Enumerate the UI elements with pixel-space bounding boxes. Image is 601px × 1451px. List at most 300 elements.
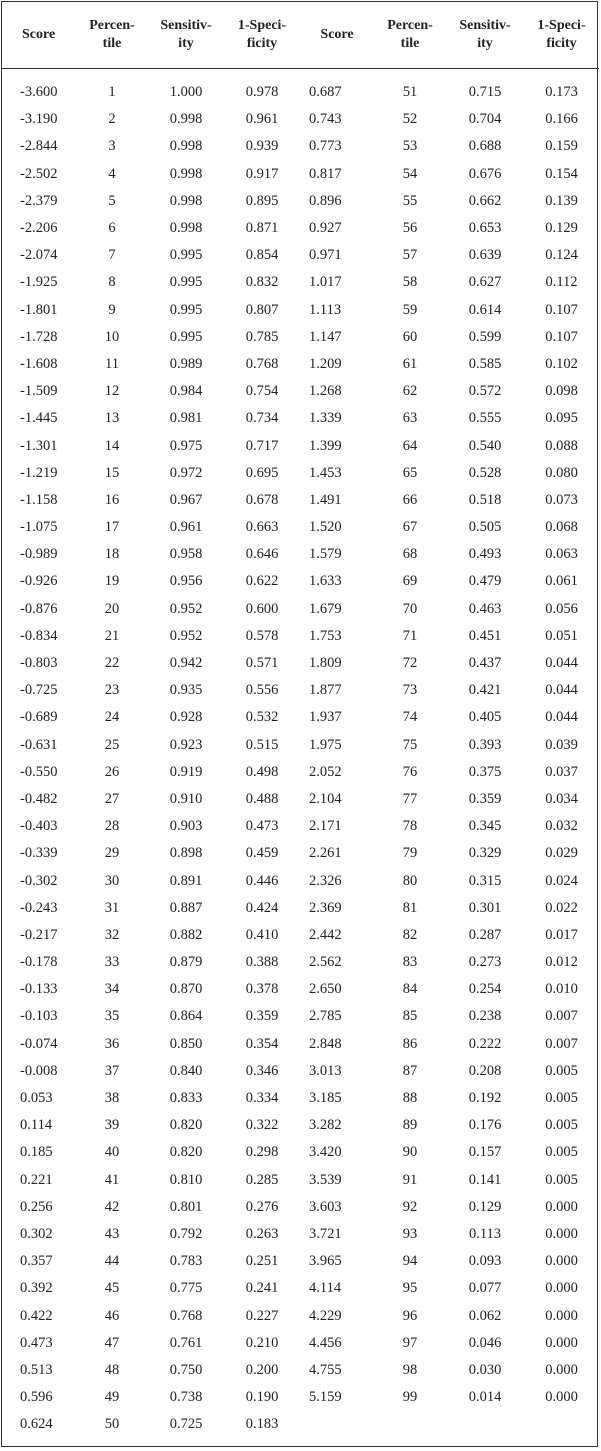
cell-percentile-2: 80 (402, 872, 418, 889)
cell-percentile-2: 91 (402, 1171, 418, 1188)
cell-one-minus-specificity: 0.622 (245, 573, 279, 590)
cell-score-2: 1.679 (309, 600, 342, 617)
cell-score: -0.008 (20, 1062, 58, 1079)
cell-score-2: 4.755 (309, 1361, 342, 1378)
cell-sensitivity-2: 0.528 (468, 464, 502, 481)
cell-score: 0.256 (20, 1198, 53, 1215)
cell-one-minus-specificity: 0.663 (245, 519, 279, 536)
cell-one-minus-specificity: 0.939 (245, 138, 279, 155)
header-line: 1-Speci- (537, 18, 586, 33)
cell-sensitivity-2: 0.599 (468, 328, 502, 345)
cell-percentile: 4 (108, 165, 116, 182)
cell-score-2: 1.147 (309, 328, 342, 345)
table-row (2, 1058, 599, 1085)
cell-percentile: 16 (104, 491, 120, 508)
table-row (2, 1248, 599, 1275)
spacer-cell (2, 69, 599, 80)
cell-one-minus-specificity: 0.263 (245, 1225, 279, 1242)
cell-one-minus-specificity-2: 0.061 (545, 573, 578, 590)
cell-sensitivity: 0.833 (169, 1090, 203, 1107)
cell-sensitivity: 0.750 (169, 1361, 203, 1378)
cell-sensitivity-2: 0.375 (468, 763, 502, 780)
cell-one-minus-specificity-2: 0.032 (545, 818, 578, 835)
cell-sensitivity-2: 0.518 (468, 491, 502, 508)
cell-sensitivity: 0.928 (169, 709, 203, 726)
cell-score: -0.103 (20, 1008, 58, 1025)
cell-one-minus-specificity-2: 0.159 (545, 138, 578, 155)
header-line: Sensitiv- (160, 18, 212, 33)
cell-score: -2.074 (20, 247, 58, 264)
cell-sensitivity: 0.864 (169, 1008, 203, 1025)
table-row (2, 976, 599, 1003)
table-row (2, 1411, 599, 1438)
cell-score-2: 1.877 (309, 682, 342, 699)
cell-score: 0.473 (20, 1334, 53, 1351)
cell-percentile-2: 94 (402, 1253, 418, 1270)
cell-sensitivity-2: 0.345 (468, 818, 502, 835)
cell-one-minus-specificity-2: 0.005 (545, 1171, 578, 1188)
cell-sensitivity-2: 0.614 (468, 301, 502, 318)
cell-percentile: 31 (104, 899, 120, 916)
cell-sensitivity: 0.952 (169, 627, 203, 644)
column-header-percentile (76, 2, 148, 69)
cell-sensitivity: 0.995 (169, 301, 203, 318)
cell-one-minus-specificity: 0.388 (245, 954, 279, 971)
table-row (2, 677, 599, 704)
cell-one-minus-specificity: 0.917 (245, 165, 279, 182)
cell-one-minus-specificity-2: 0.139 (545, 192, 578, 209)
cell-score: -2.844 (20, 138, 58, 155)
cell-score: 0.185 (20, 1144, 53, 1161)
table-row (2, 297, 599, 324)
cell-percentile: 42 (104, 1198, 120, 1215)
cell-sensitivity: 0.898 (169, 845, 203, 862)
column-header-one-minus-specificity-2 (524, 2, 599, 69)
cell-score: -2.379 (20, 192, 58, 209)
cell-percentile-2: 51 (402, 84, 418, 101)
table-row (2, 949, 599, 976)
cell-score: 0.624 (20, 1416, 53, 1433)
cell-percentile: 34 (104, 981, 120, 998)
cell-sensitivity: 0.768 (169, 1307, 203, 1324)
cell-score-2: 0.687 (309, 84, 342, 101)
cell-percentile-2: 68 (402, 546, 418, 563)
cell-one-minus-specificity: 0.895 (245, 192, 279, 209)
table-row (2, 79, 599, 106)
cell-sensitivity: 0.903 (169, 818, 203, 835)
cell-percentile-2: 97 (402, 1334, 418, 1351)
cell-percentile-2: 88 (402, 1090, 418, 1107)
cell-score-2: 3.965 (309, 1253, 342, 1270)
cell-percentile: 48 (104, 1361, 120, 1378)
cell-percentile-2: 86 (402, 1035, 418, 1052)
table-row (2, 1302, 599, 1329)
cell-sensitivity: 0.998 (169, 111, 203, 128)
cell-score: 0.596 (20, 1389, 53, 1406)
cell-percentile-2: 89 (402, 1117, 418, 1134)
cell-score: 0.053 (20, 1090, 53, 1107)
cell-score: -2.206 (20, 220, 58, 237)
cell-percentile-2: 72 (402, 655, 418, 672)
cell-score-2: 5.159 (309, 1389, 342, 1406)
cell-one-minus-specificity: 0.241 (245, 1280, 279, 1297)
cell-percentile-2: 63 (402, 410, 418, 427)
cell-sensitivity: 0.967 (169, 491, 203, 508)
cell-sensitivity-2: 0.639 (468, 247, 502, 264)
cell-sensitivity-2: 0.572 (468, 383, 502, 400)
cell-one-minus-specificity: 0.210 (245, 1334, 279, 1351)
cell-sensitivity-2: 0.662 (468, 192, 502, 209)
cell-sensitivity-2: 0.030 (468, 1361, 502, 1378)
cell-sensitivity-2: 0.676 (468, 165, 502, 182)
cell-score: -1.158 (20, 491, 58, 508)
column-header-sensitivity (148, 2, 224, 69)
cell-one-minus-specificity: 0.978 (245, 84, 279, 101)
cell-score: -0.876 (20, 600, 58, 617)
table-row (2, 106, 599, 133)
cell-score-2: 2.562 (309, 954, 342, 971)
cell-percentile: 41 (104, 1171, 120, 1188)
cell-score-2: 1.579 (309, 546, 342, 563)
header-line: Sensitiv- (459, 18, 511, 33)
cell-percentile: 24 (104, 709, 120, 726)
cell-percentile: 22 (104, 655, 120, 672)
cell-score-2: 1.399 (309, 437, 342, 454)
cell-score-2: 2.650 (309, 981, 342, 998)
cell-score-2: 0.817 (309, 165, 342, 182)
cell-percentile: 33 (104, 954, 120, 971)
cell-one-minus-specificity-2: 0.000 (545, 1253, 578, 1270)
cell-sensitivity: 0.840 (169, 1062, 203, 1079)
cell-sensitivity-2: 0.046 (468, 1334, 502, 1351)
cell-percentile-2: 98 (402, 1361, 418, 1378)
cell-sensitivity: 0.984 (169, 383, 203, 400)
cell-percentile: 14 (104, 437, 120, 454)
cell-sensitivity-2: 0.479 (468, 573, 502, 590)
cell-one-minus-specificity: 0.678 (245, 491, 279, 508)
cell-score: -1.301 (20, 437, 58, 454)
cell-percentile-2: 71 (402, 627, 418, 644)
cell-percentile-2 (374, 1411, 446, 1438)
cell-percentile: 30 (104, 872, 120, 889)
cell-percentile-2: 55 (402, 192, 418, 209)
cell-sensitivity: 0.879 (169, 954, 203, 971)
cell-sensitivity: 0.995 (169, 274, 203, 291)
cell-percentile-2: 73 (402, 682, 418, 699)
table-row (2, 188, 599, 215)
cell-one-minus-specificity-2: 0.044 (545, 709, 578, 726)
cell-score-2: 1.491 (309, 491, 342, 508)
cell-score: -0.178 (20, 954, 58, 971)
cell-one-minus-specificity: 0.515 (245, 736, 279, 753)
cell-one-minus-specificity: 0.571 (245, 655, 279, 672)
cell-percentile: 36 (104, 1035, 120, 1052)
cell-percentile: 23 (104, 682, 120, 699)
cell-percentile-2: 58 (402, 274, 418, 291)
table-row (2, 1384, 599, 1411)
cell-score: -0.339 (20, 845, 58, 862)
cell-sensitivity-2: 0.493 (468, 546, 502, 563)
cell-sensitivity-2: 0.451 (468, 627, 502, 644)
cell-score: -0.243 (20, 899, 58, 916)
cell-percentile-2: 99 (402, 1389, 418, 1406)
cell-one-minus-specificity-2: 0.095 (545, 410, 578, 427)
table-row (2, 324, 599, 351)
cell-score-2: 3.013 (309, 1062, 342, 1079)
cell-sensitivity-2: 0.329 (468, 845, 502, 862)
cell-percentile: 45 (104, 1280, 120, 1297)
cell-one-minus-specificity: 0.695 (245, 464, 279, 481)
cell-one-minus-specificity: 0.754 (245, 383, 279, 400)
cell-percentile: 8 (108, 274, 116, 291)
table-row (2, 1194, 599, 1221)
cell-sensitivity: 0.919 (169, 763, 203, 780)
cell-score: -3.600 (20, 84, 58, 101)
table-row (2, 650, 599, 677)
cell-one-minus-specificity-2: 0.005 (545, 1117, 578, 1134)
cell-score: 0.357 (20, 1253, 53, 1270)
cell-sensitivity-2: 0.653 (468, 220, 502, 237)
cell-percentile-2: 53 (402, 138, 418, 155)
cell-one-minus-specificity-2: 0.039 (545, 736, 578, 753)
cell-score-2: 2.052 (309, 763, 342, 780)
table-row (2, 1003, 599, 1030)
cell-sensitivity-2: 0.254 (468, 981, 502, 998)
cell-score: 0.513 (20, 1361, 53, 1378)
table-row (2, 405, 599, 432)
cell-one-minus-specificity: 0.183 (245, 1416, 279, 1433)
cell-sensitivity-2: 0.273 (468, 954, 502, 971)
cell-sensitivity-2: 0.555 (468, 410, 502, 427)
cell-percentile: 40 (104, 1144, 120, 1161)
cell-one-minus-specificity-2: 0.129 (545, 220, 578, 237)
header-line: Percen- (387, 18, 433, 33)
cell-percentile-2: 61 (402, 355, 418, 372)
cell-percentile: 29 (104, 845, 120, 862)
cell-percentile-2: 64 (402, 437, 418, 454)
cell-one-minus-specificity-2: 0.044 (545, 682, 578, 699)
header-line: 1-Speci- (237, 18, 287, 33)
header-line: ficity (246, 36, 278, 51)
cell-score-2: 1.209 (309, 355, 342, 372)
cell-one-minus-specificity-2: 0.166 (545, 111, 578, 128)
table-frame (1, 1, 598, 1447)
cell-one-minus-specificity-2: 0.088 (545, 437, 578, 454)
cell-one-minus-specificity-2: 0.037 (545, 763, 578, 780)
cell-score-2: 1.753 (309, 627, 342, 644)
cell-one-minus-specificity-2: 0.102 (545, 355, 578, 372)
cell-percentile: 6 (108, 220, 116, 237)
cell-sensitivity-2: 0.393 (468, 736, 502, 753)
cell-sensitivity: 0.998 (169, 165, 203, 182)
cell-score: -1.925 (20, 274, 58, 291)
cell-percentile-2: 76 (402, 763, 418, 780)
cell-sensitivity: 0.935 (169, 682, 203, 699)
cell-one-minus-specificity-2: 0.034 (545, 790, 578, 807)
cell-percentile: 38 (104, 1090, 120, 1107)
column-header-percentile-2 (374, 2, 446, 69)
cell-percentile: 9 (108, 301, 116, 318)
cell-percentile-2: 69 (402, 573, 418, 590)
cell-sensitivity-2: 0.238 (468, 1008, 502, 1025)
cell-one-minus-specificity-2: 0.022 (545, 899, 578, 916)
cell-one-minus-specificity-2: 0.017 (545, 926, 578, 943)
cell-percentile-2: 82 (402, 926, 418, 943)
cell-one-minus-specificity-2: 0.056 (545, 600, 578, 617)
cell-score: -0.926 (20, 573, 58, 590)
cell-one-minus-specificity: 0.807 (245, 301, 279, 318)
cell-score: 0.392 (20, 1280, 53, 1297)
cell-one-minus-specificity: 0.498 (245, 763, 279, 780)
cell-sensitivity-2: 0.062 (468, 1307, 502, 1324)
cell-sensitivity: 0.956 (169, 573, 203, 590)
cell-sensitivity: 0.995 (169, 247, 203, 264)
cell-percentile-2: 65 (402, 464, 418, 481)
cell-score: -0.482 (20, 790, 58, 807)
cell-score-2: 0.896 (309, 192, 342, 209)
cell-sensitivity: 0.995 (169, 328, 203, 345)
cell-one-minus-specificity-2: 0.000 (545, 1307, 578, 1324)
cell-one-minus-specificity: 0.854 (245, 247, 279, 264)
table-row (2, 786, 599, 813)
cell-sensitivity-2: 0.014 (468, 1389, 502, 1406)
cell-score: 0.422 (20, 1307, 53, 1324)
cell-one-minus-specificity: 0.459 (245, 845, 279, 862)
header-line: Score (22, 27, 56, 42)
table-body (2, 69, 599, 1439)
table-row (2, 541, 599, 568)
cell-one-minus-specificity-2: 0.005 (545, 1090, 578, 1107)
cell-percentile-2: 59 (402, 301, 418, 318)
cell-score: 0.302 (20, 1225, 53, 1242)
cell-sensitivity-2: 0.301 (468, 899, 502, 916)
cell-one-minus-specificity-2: 0.063 (545, 546, 578, 563)
cell-percentile: 44 (104, 1253, 120, 1270)
cell-percentile-2: 78 (402, 818, 418, 835)
cell-score: 0.114 (20, 1117, 53, 1134)
cell-sensitivity: 0.783 (169, 1253, 203, 1270)
cell-percentile-2: 57 (402, 247, 418, 264)
cell-sensitivity-2: 0.093 (468, 1253, 502, 1270)
cell-percentile: 49 (104, 1389, 120, 1406)
cell-one-minus-specificity-2: 0.000 (545, 1225, 578, 1242)
cell-score-2: 1.633 (309, 573, 342, 590)
cell-sensitivity: 0.910 (169, 790, 203, 807)
header-line: ity (477, 36, 493, 51)
cell-one-minus-specificity: 0.322 (245, 1117, 279, 1134)
cell-percentile-2: 75 (402, 736, 418, 753)
table-row (2, 351, 599, 378)
header-line: ity (178, 36, 194, 51)
cell-sensitivity: 0.882 (169, 926, 203, 943)
table-row (2, 269, 599, 296)
cell-sensitivity-2: 0.421 (468, 682, 502, 699)
cell-one-minus-specificity: 0.600 (245, 600, 279, 617)
cell-sensitivity: 1.000 (169, 84, 203, 101)
table-row (2, 895, 599, 922)
cell-percentile-2: 90 (402, 1144, 418, 1161)
cell-score-2: 1.017 (309, 274, 342, 291)
cell-percentile: 5 (108, 192, 116, 209)
cell-percentile: 21 (104, 627, 120, 644)
table-row (2, 432, 599, 459)
cell-score-2: 1.975 (309, 736, 342, 753)
header-line: ficity (546, 36, 577, 51)
cell-sensitivity: 0.891 (169, 872, 203, 889)
cell-score: -2.502 (20, 165, 58, 182)
cell-one-minus-specificity: 0.488 (245, 790, 279, 807)
cell-score-2: 1.339 (309, 410, 342, 427)
cell-score-2 (300, 1411, 374, 1438)
cell-sensitivity-2: 0.437 (468, 655, 502, 672)
table-row (2, 460, 599, 487)
cell-percentile: 2 (108, 111, 116, 128)
cell-one-minus-specificity: 0.298 (245, 1144, 279, 1161)
cell-percentile-2: 85 (402, 1008, 418, 1025)
table-row (2, 1139, 599, 1166)
cell-one-minus-specificity: 0.832 (245, 274, 279, 291)
cell-one-minus-specificity: 0.378 (245, 981, 279, 998)
cell-sensitivity-2: 0.405 (468, 709, 502, 726)
cell-one-minus-specificity: 0.251 (245, 1253, 279, 1270)
cell-sensitivity: 0.998 (169, 192, 203, 209)
cell-sensitivity-2: 0.463 (468, 600, 502, 617)
cell-one-minus-specificity-2: 0.000 (545, 1361, 578, 1378)
cell-percentile-2: 96 (402, 1307, 418, 1324)
cell-sensitivity: 0.792 (169, 1225, 203, 1242)
cell-one-minus-specificity-2: 0.005 (545, 1144, 578, 1161)
cell-score-2: 0.927 (309, 220, 342, 237)
cell-one-minus-specificity: 0.410 (245, 926, 279, 943)
cell-score: -1.608 (20, 355, 58, 372)
cell-sensitivity: 0.725 (169, 1416, 203, 1433)
cell-score-2: 0.743 (309, 111, 342, 128)
cell-sensitivity: 0.775 (169, 1280, 203, 1297)
cell-percentile-2: 67 (402, 519, 418, 536)
cell-one-minus-specificity-2: 0.098 (545, 383, 578, 400)
cell-one-minus-specificity: 0.532 (245, 709, 279, 726)
cell-score-2: 2.104 (309, 790, 342, 807)
header-row (2, 2, 599, 69)
cell-sensitivity: 0.981 (169, 410, 203, 427)
cell-sensitivity-2: 0.715 (468, 84, 502, 101)
table-row (2, 1085, 599, 1112)
cell-percentile-2: 83 (402, 954, 418, 971)
column-header-one-minus-specificity (224, 2, 300, 69)
table-row (2, 813, 599, 840)
cell-percentile-2: 74 (402, 709, 418, 726)
cell-one-minus-specificity-2: 0.000 (545, 1334, 578, 1351)
cell-score: -1.728 (20, 328, 58, 345)
table-row (2, 922, 599, 949)
cell-sensitivity-2: 0.585 (468, 355, 502, 372)
cell-score-2: 2.171 (309, 818, 342, 835)
cell-sensitivity: 0.972 (169, 464, 203, 481)
cell-sensitivity-2: 0.627 (468, 274, 502, 291)
table-row (2, 1167, 599, 1194)
cell-percentile: 26 (104, 763, 120, 780)
cell-sensitivity: 0.989 (169, 355, 203, 372)
cell-percentile: 12 (104, 383, 120, 400)
cell-sensitivity: 0.801 (169, 1198, 203, 1215)
cell-percentile: 39 (104, 1117, 120, 1134)
cell-score: -0.550 (20, 763, 58, 780)
table-row (2, 840, 599, 867)
cell-score-2: 0.773 (309, 138, 342, 155)
cell-percentile: 43 (104, 1225, 120, 1242)
cell-score: -0.631 (20, 736, 58, 753)
cell-one-minus-specificity-2: 0.029 (545, 845, 578, 862)
